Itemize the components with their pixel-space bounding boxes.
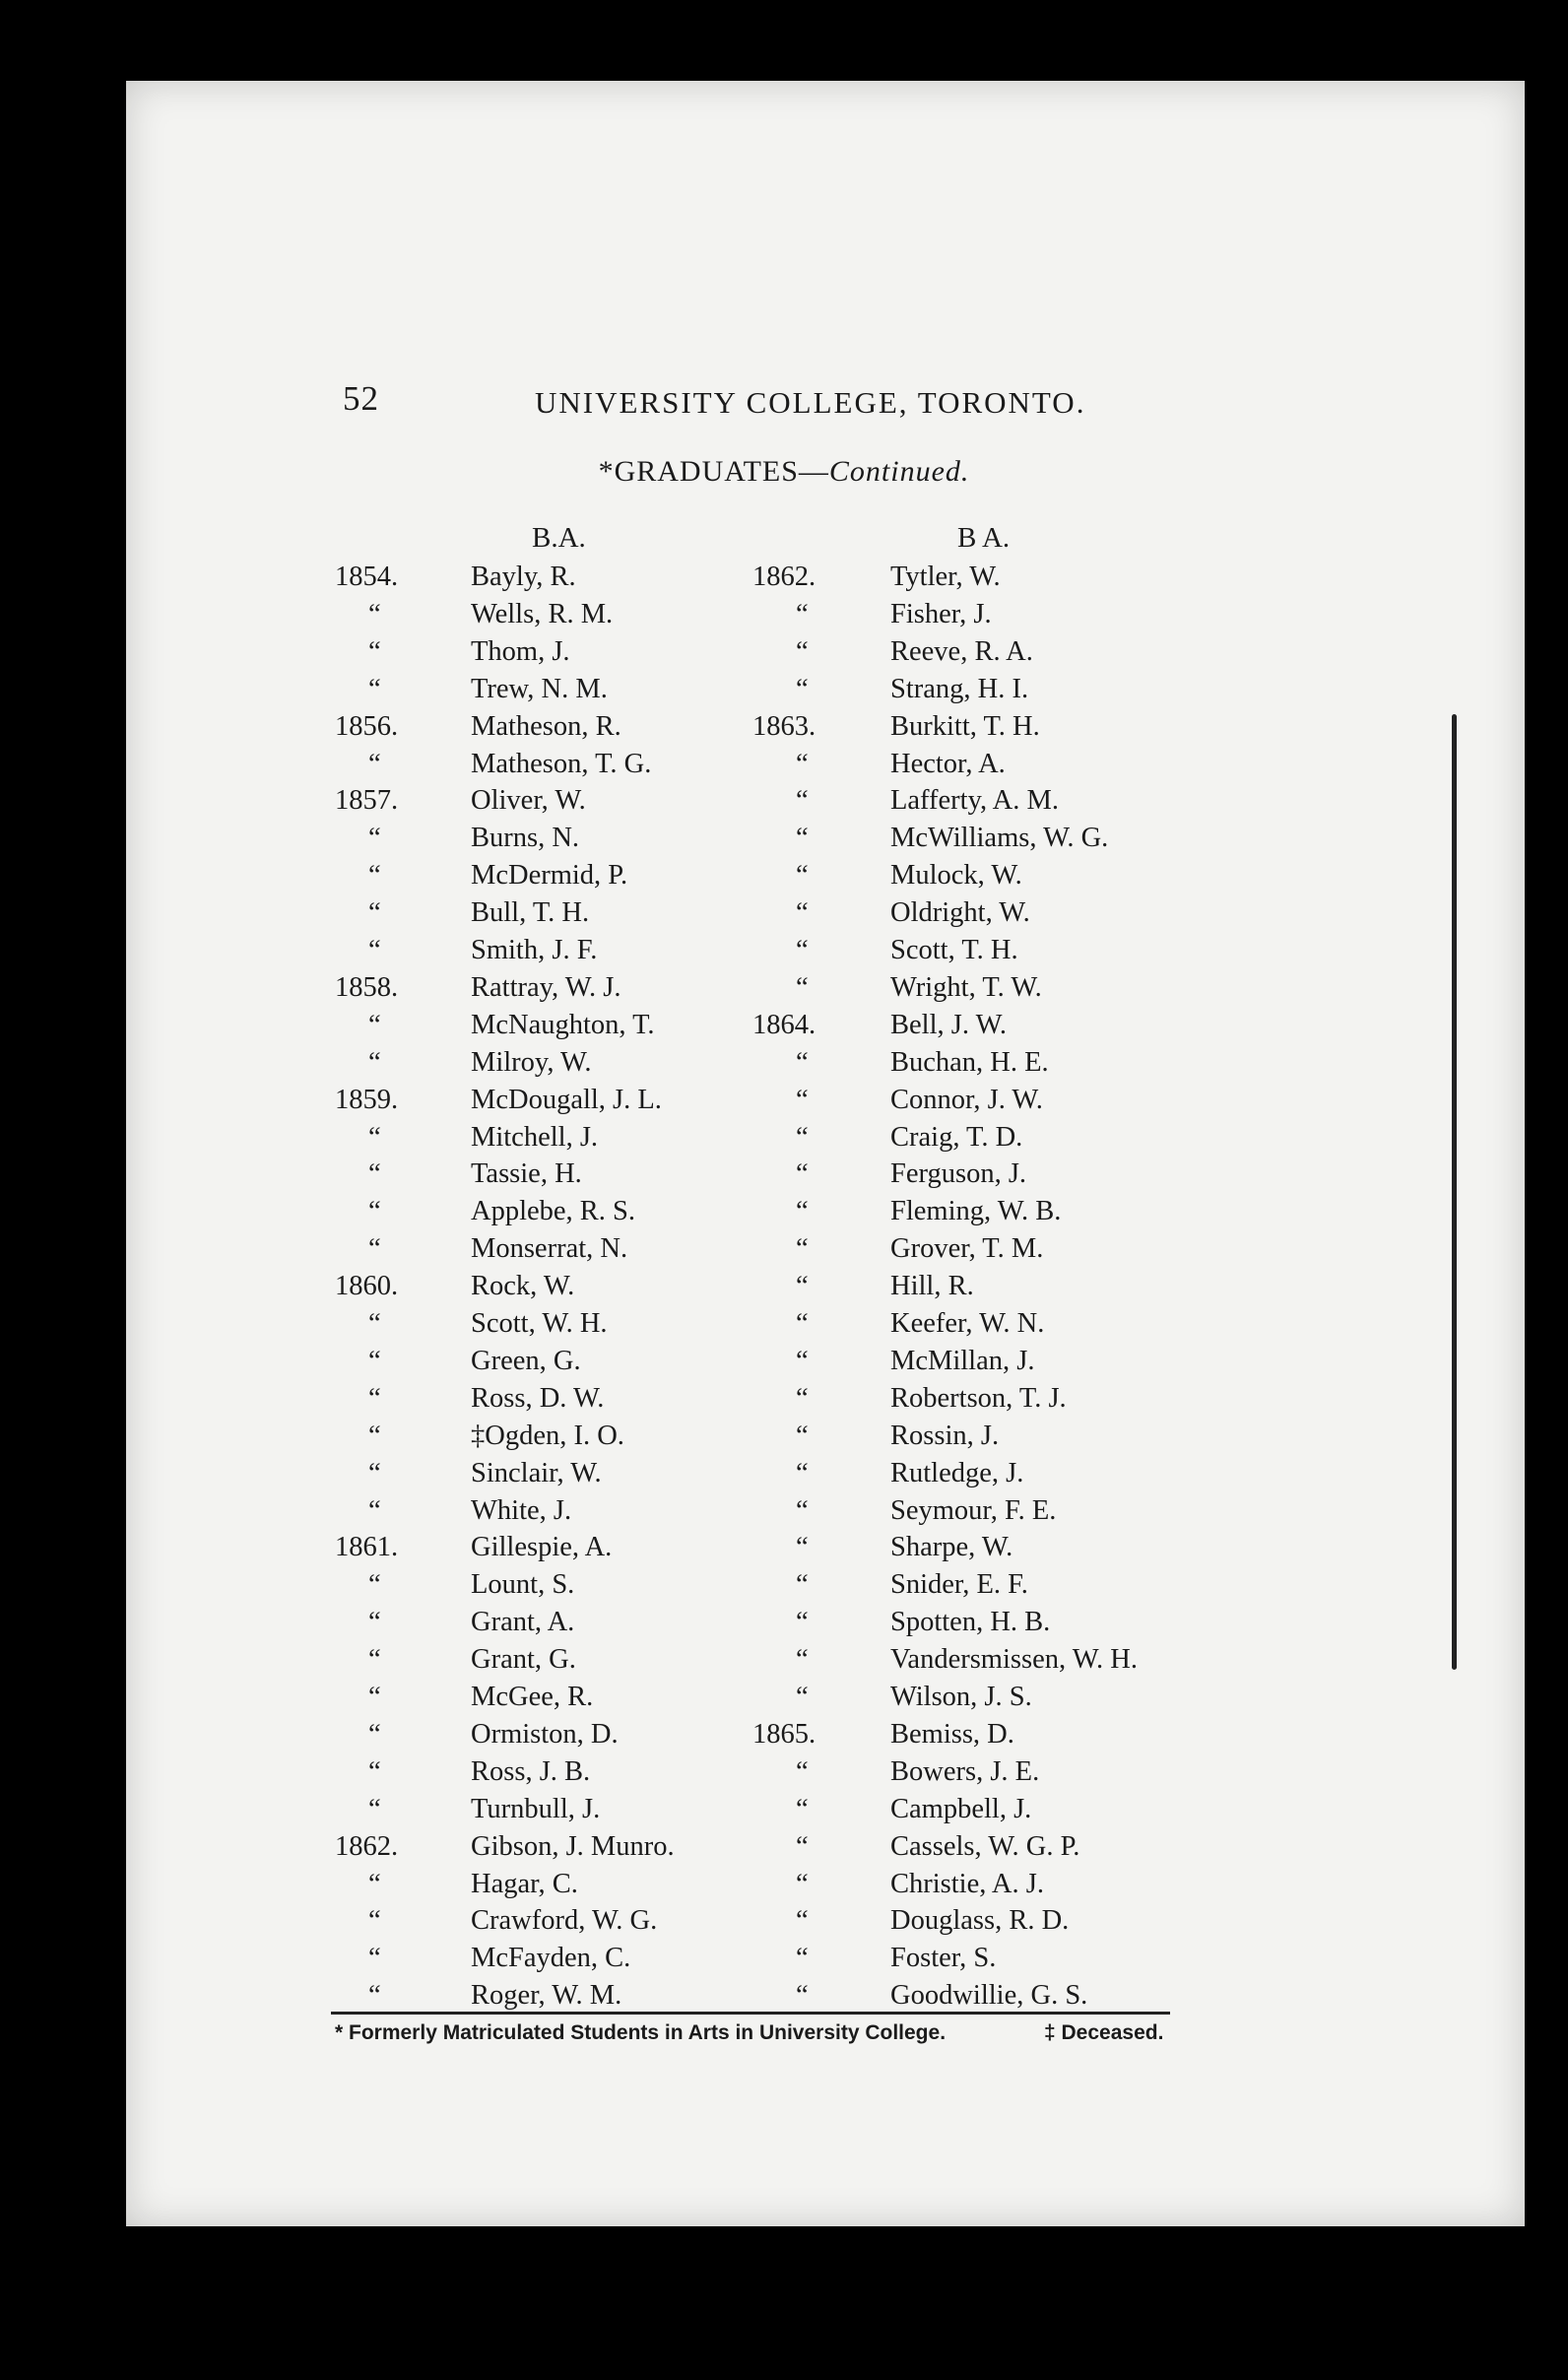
footnote-rule xyxy=(331,2012,1170,2015)
list-item xyxy=(0,1346,1568,1383)
name-left: Scott, W. H. xyxy=(471,1308,608,1339)
ditto-mark: “ xyxy=(796,823,809,854)
name-left: McDermid, P. xyxy=(471,860,628,892)
ditto-mark: “ xyxy=(368,598,381,629)
list-item xyxy=(0,1158,1568,1196)
ditto-mark: “ xyxy=(796,1830,809,1862)
ditto-mark: “ xyxy=(796,897,809,929)
name-left: Burns, N. xyxy=(471,823,580,854)
ditto-mark: “ xyxy=(796,1046,809,1078)
list-item xyxy=(0,1719,1568,1756)
ditto-mark: “ xyxy=(796,1196,809,1227)
list-item xyxy=(0,1943,1568,1980)
year-left: 1860. xyxy=(335,1271,399,1302)
ditto-mark: “ xyxy=(368,1905,381,1937)
ditto-mark: “ xyxy=(796,860,809,892)
page-number: 52 xyxy=(343,379,379,418)
year-left: 1859. xyxy=(335,1084,399,1115)
name-right: Oldright, W. xyxy=(890,897,1030,929)
ditto-mark: “ xyxy=(368,1607,381,1638)
name-right: Rutledge, J. xyxy=(890,1457,1024,1488)
name-left: Matheson, R. xyxy=(471,710,621,742)
name-left: Grant, G. xyxy=(471,1644,576,1676)
list-item xyxy=(0,599,1568,636)
ditto-mark: “ xyxy=(796,1905,809,1937)
name-right: McMillan, J. xyxy=(890,1345,1035,1376)
list-item xyxy=(0,935,1568,972)
ditto-mark: “ xyxy=(368,635,381,667)
name-right: Robertson, T. J. xyxy=(890,1382,1067,1414)
name-right: McWilliams, W. G. xyxy=(890,823,1109,854)
name-right: Seymour, F. E. xyxy=(890,1494,1057,1526)
name-left: Thom, J. xyxy=(471,635,570,667)
ditto-mark: “ xyxy=(796,1569,809,1601)
left-column-heading: B.A. xyxy=(532,522,586,554)
ditto-mark: “ xyxy=(368,1494,381,1526)
ditto-mark: “ xyxy=(368,1420,381,1451)
name-right: Spotten, H. B. xyxy=(890,1607,1051,1638)
ditto-mark: “ xyxy=(796,598,809,629)
right-column-heading: B A. xyxy=(957,522,1011,554)
list-item xyxy=(0,1794,1568,1831)
list-item xyxy=(0,1383,1568,1421)
name-right: Hill, R. xyxy=(890,1271,974,1302)
ditto-mark: “ xyxy=(796,1382,809,1414)
ditto-mark: “ xyxy=(368,1682,381,1712)
name-right: Bowers, J. E. xyxy=(890,1755,1040,1787)
ditto-mark: “ xyxy=(796,1271,809,1302)
ditto-mark: “ xyxy=(368,1980,381,2012)
name-right: Buchan, H. E. xyxy=(890,1046,1049,1078)
ditto-mark: “ xyxy=(368,1121,381,1153)
ditto-mark: “ xyxy=(368,897,381,929)
name-left: Grant, A. xyxy=(471,1607,575,1638)
ditto-mark: “ xyxy=(368,860,381,892)
year-right: 1863. xyxy=(752,710,817,742)
ditto-mark: “ xyxy=(796,1868,809,1899)
ditto-mark: “ xyxy=(368,1233,381,1265)
name-left: Smith, J. F. xyxy=(471,935,598,965)
list-item xyxy=(0,1196,1568,1233)
list-item xyxy=(0,1308,1568,1346)
list-item xyxy=(0,1831,1568,1869)
ditto-mark: “ xyxy=(796,1308,809,1339)
ditto-mark: “ xyxy=(368,1457,381,1488)
name-right: Foster, S. xyxy=(890,1943,997,1974)
ditto-mark: “ xyxy=(796,1084,809,1115)
list-item xyxy=(0,1532,1568,1569)
name-right: Grover, T. M. xyxy=(890,1233,1044,1265)
footnote-deceased: ‡ Deceased. xyxy=(1044,2021,1164,2044)
list-item xyxy=(0,636,1568,674)
name-right: Hector, A. xyxy=(890,748,1006,779)
name-right: Sharpe, W. xyxy=(890,1532,1013,1563)
ditto-mark: “ xyxy=(796,1980,809,2012)
name-left: Oliver, W. xyxy=(471,785,586,817)
name-right: Tytler, W. xyxy=(890,562,1001,592)
year-left: 1862. xyxy=(335,1830,399,1862)
name-left: Tassie, H. xyxy=(471,1158,582,1190)
ditto-mark: “ xyxy=(796,1943,809,1974)
year-left: 1854. xyxy=(335,562,399,592)
ditto-mark: “ xyxy=(796,1420,809,1451)
ditto-mark: “ xyxy=(796,1457,809,1488)
ditto-mark: “ xyxy=(796,748,809,779)
name-right: Fisher, J. xyxy=(890,598,992,629)
list-item xyxy=(0,562,1568,599)
list-item xyxy=(0,1271,1568,1308)
ditto-mark: “ xyxy=(368,1196,381,1227)
list-item xyxy=(0,1233,1568,1271)
ditto-mark: “ xyxy=(368,673,381,704)
name-left: Gibson, J. Munro. xyxy=(471,1830,675,1862)
name-left: Bayly, R. xyxy=(471,562,576,592)
name-right: Fleming, W. B. xyxy=(890,1196,1062,1227)
ditto-mark: “ xyxy=(368,1158,381,1190)
ditto-mark: “ xyxy=(368,1868,381,1899)
name-left: McDougall, J. L. xyxy=(471,1084,662,1115)
name-left: Ormiston, D. xyxy=(471,1718,619,1750)
name-right: Craig, T. D. xyxy=(890,1121,1023,1153)
year-left: 1856. xyxy=(335,710,399,742)
name-right: Campbell, J. xyxy=(890,1793,1032,1824)
ditto-mark: “ xyxy=(368,1382,381,1414)
list-item xyxy=(0,1905,1568,1943)
year-left: 1857. xyxy=(335,785,399,817)
ditto-mark: “ xyxy=(368,1009,381,1040)
ditto-mark: “ xyxy=(368,823,381,854)
year-left: 1861. xyxy=(335,1532,399,1563)
ditto-mark: “ xyxy=(796,1532,809,1563)
name-left: ‡Ogden, I. O. xyxy=(471,1420,624,1451)
name-right: Mulock, W. xyxy=(890,860,1022,892)
name-left: McFayden, C. xyxy=(471,1943,631,1974)
name-right: Lafferty, A. M. xyxy=(890,785,1059,817)
ditto-mark: “ xyxy=(368,1345,381,1376)
name-left: Crawford, W. G. xyxy=(471,1905,658,1937)
name-right: Vandersmissen, W. H. xyxy=(890,1644,1138,1676)
list-item xyxy=(0,897,1568,935)
name-left: Ross, D. W. xyxy=(471,1382,605,1414)
ditto-mark: “ xyxy=(796,1494,809,1526)
name-left: Hagar, C. xyxy=(471,1868,578,1899)
name-right: Snider, E. F. xyxy=(890,1569,1028,1601)
ditto-mark: “ xyxy=(368,1755,381,1787)
ditto-mark: “ xyxy=(796,1755,809,1787)
name-right: Connor, J. W. xyxy=(890,1084,1043,1115)
list-item xyxy=(0,1607,1568,1644)
ditto-mark: “ xyxy=(796,1121,809,1153)
list-item xyxy=(0,972,1568,1010)
list-item xyxy=(0,785,1568,823)
ditto-mark: “ xyxy=(368,1046,381,1078)
name-right: Scott, T. H. xyxy=(890,935,1018,965)
page-header xyxy=(213,379,1355,429)
name-left: Lount, S. xyxy=(471,1569,575,1601)
name-left: Mitchell, J. xyxy=(471,1121,599,1153)
running-head: UNIVERSITY COLLEGE, TORONTO. xyxy=(535,385,1086,420)
name-left: Roger, W. M. xyxy=(471,1980,622,2012)
list-item xyxy=(0,1458,1568,1495)
list-item xyxy=(0,1682,1568,1719)
name-right: Reeve, R. A. xyxy=(890,635,1033,667)
name-left: Monserrat, N. xyxy=(471,1233,628,1265)
name-left: Matheson, T. G. xyxy=(471,748,652,779)
list-item xyxy=(0,1569,1568,1607)
name-right: Cassels, W. G. P. xyxy=(890,1830,1080,1862)
section-title-main: *GRADUATES— xyxy=(598,455,829,488)
year-right: 1864. xyxy=(752,1009,817,1040)
list-item xyxy=(0,1122,1568,1159)
name-right: Keefer, W. N. xyxy=(890,1308,1045,1339)
name-right: Bell, J. W. xyxy=(890,1009,1007,1040)
year-right: 1865. xyxy=(752,1718,817,1750)
ditto-mark: “ xyxy=(796,785,809,817)
ditto-mark: “ xyxy=(796,935,809,965)
name-left: Rattray, W. J. xyxy=(471,971,621,1003)
name-left: Milroy, W. xyxy=(471,1046,592,1078)
list-item xyxy=(0,1085,1568,1122)
name-right: Burkitt, T. H. xyxy=(890,710,1040,742)
ditto-mark: “ xyxy=(368,1569,381,1601)
name-left: Turnbull, J. xyxy=(471,1793,601,1824)
name-right: Christie, A. J. xyxy=(890,1868,1044,1899)
name-right: Wilson, J. S. xyxy=(890,1682,1032,1712)
name-left: Sinclair, W. xyxy=(471,1457,602,1488)
ditto-mark: “ xyxy=(368,1793,381,1824)
name-left: Green, G. xyxy=(471,1345,581,1376)
list-item xyxy=(0,1421,1568,1458)
ditto-mark: “ xyxy=(368,1644,381,1676)
ditto-mark: “ xyxy=(796,1793,809,1824)
ditto-mark: “ xyxy=(796,1682,809,1712)
list-item xyxy=(0,674,1568,711)
list-item xyxy=(0,1869,1568,1906)
name-left: Wells, R. M. xyxy=(471,598,614,629)
ditto-mark: “ xyxy=(796,1233,809,1265)
list-item xyxy=(0,711,1568,749)
ditto-mark: “ xyxy=(796,971,809,1003)
footnote-matriculated: * Formerly Matriculated Students in Arts in University College. xyxy=(335,2021,947,2044)
name-right: Wright, T. W. xyxy=(890,971,1042,1003)
ditto-mark: “ xyxy=(796,1607,809,1638)
name-right: Ferguson, J. xyxy=(890,1158,1027,1190)
year-left: 1858. xyxy=(335,971,399,1003)
section-title xyxy=(0,455,1568,489)
list-item xyxy=(0,749,1568,786)
list-item xyxy=(0,1756,1568,1794)
list-item xyxy=(0,860,1568,897)
ditto-mark: “ xyxy=(796,673,809,704)
name-right: Douglass, R. D. xyxy=(890,1905,1070,1937)
name-right: Rossin, J. xyxy=(890,1420,1000,1451)
name-left: Ross, J. B. xyxy=(471,1755,591,1787)
name-right: Strang, H. I. xyxy=(890,673,1029,704)
name-left: Rock, W. xyxy=(471,1271,575,1302)
list-item xyxy=(0,1010,1568,1047)
section-title-continued: Continued. xyxy=(828,455,970,488)
ditto-mark: “ xyxy=(796,1345,809,1376)
list-item xyxy=(0,1495,1568,1533)
ditto-mark: “ xyxy=(368,1943,381,1974)
name-left: Bull, T. H. xyxy=(471,897,590,929)
list-item xyxy=(0,1644,1568,1682)
name-left: Applebe, R. S. xyxy=(471,1196,636,1227)
ditto-mark: “ xyxy=(796,1644,809,1676)
ditto-mark: “ xyxy=(368,935,381,965)
ditto-mark: “ xyxy=(368,748,381,779)
name-right: Goodwillie, G. S. xyxy=(890,1980,1088,2012)
name-left: McGee, R. xyxy=(471,1682,594,1712)
name-left: McNaughton, T. xyxy=(471,1009,655,1040)
list-item xyxy=(0,1047,1568,1085)
name-left: Gillespie, A. xyxy=(471,1532,613,1563)
name-left: Trew, N. M. xyxy=(471,673,608,704)
ditto-mark: “ xyxy=(796,1158,809,1190)
name-left: White, J. xyxy=(471,1494,572,1526)
ditto-mark: “ xyxy=(368,1718,381,1750)
list-item xyxy=(0,823,1568,860)
ditto-mark: “ xyxy=(796,635,809,667)
name-right: Bemiss, D. xyxy=(890,1718,1014,1750)
year-right: 1862. xyxy=(752,562,817,592)
ditto-mark: “ xyxy=(368,1308,381,1339)
